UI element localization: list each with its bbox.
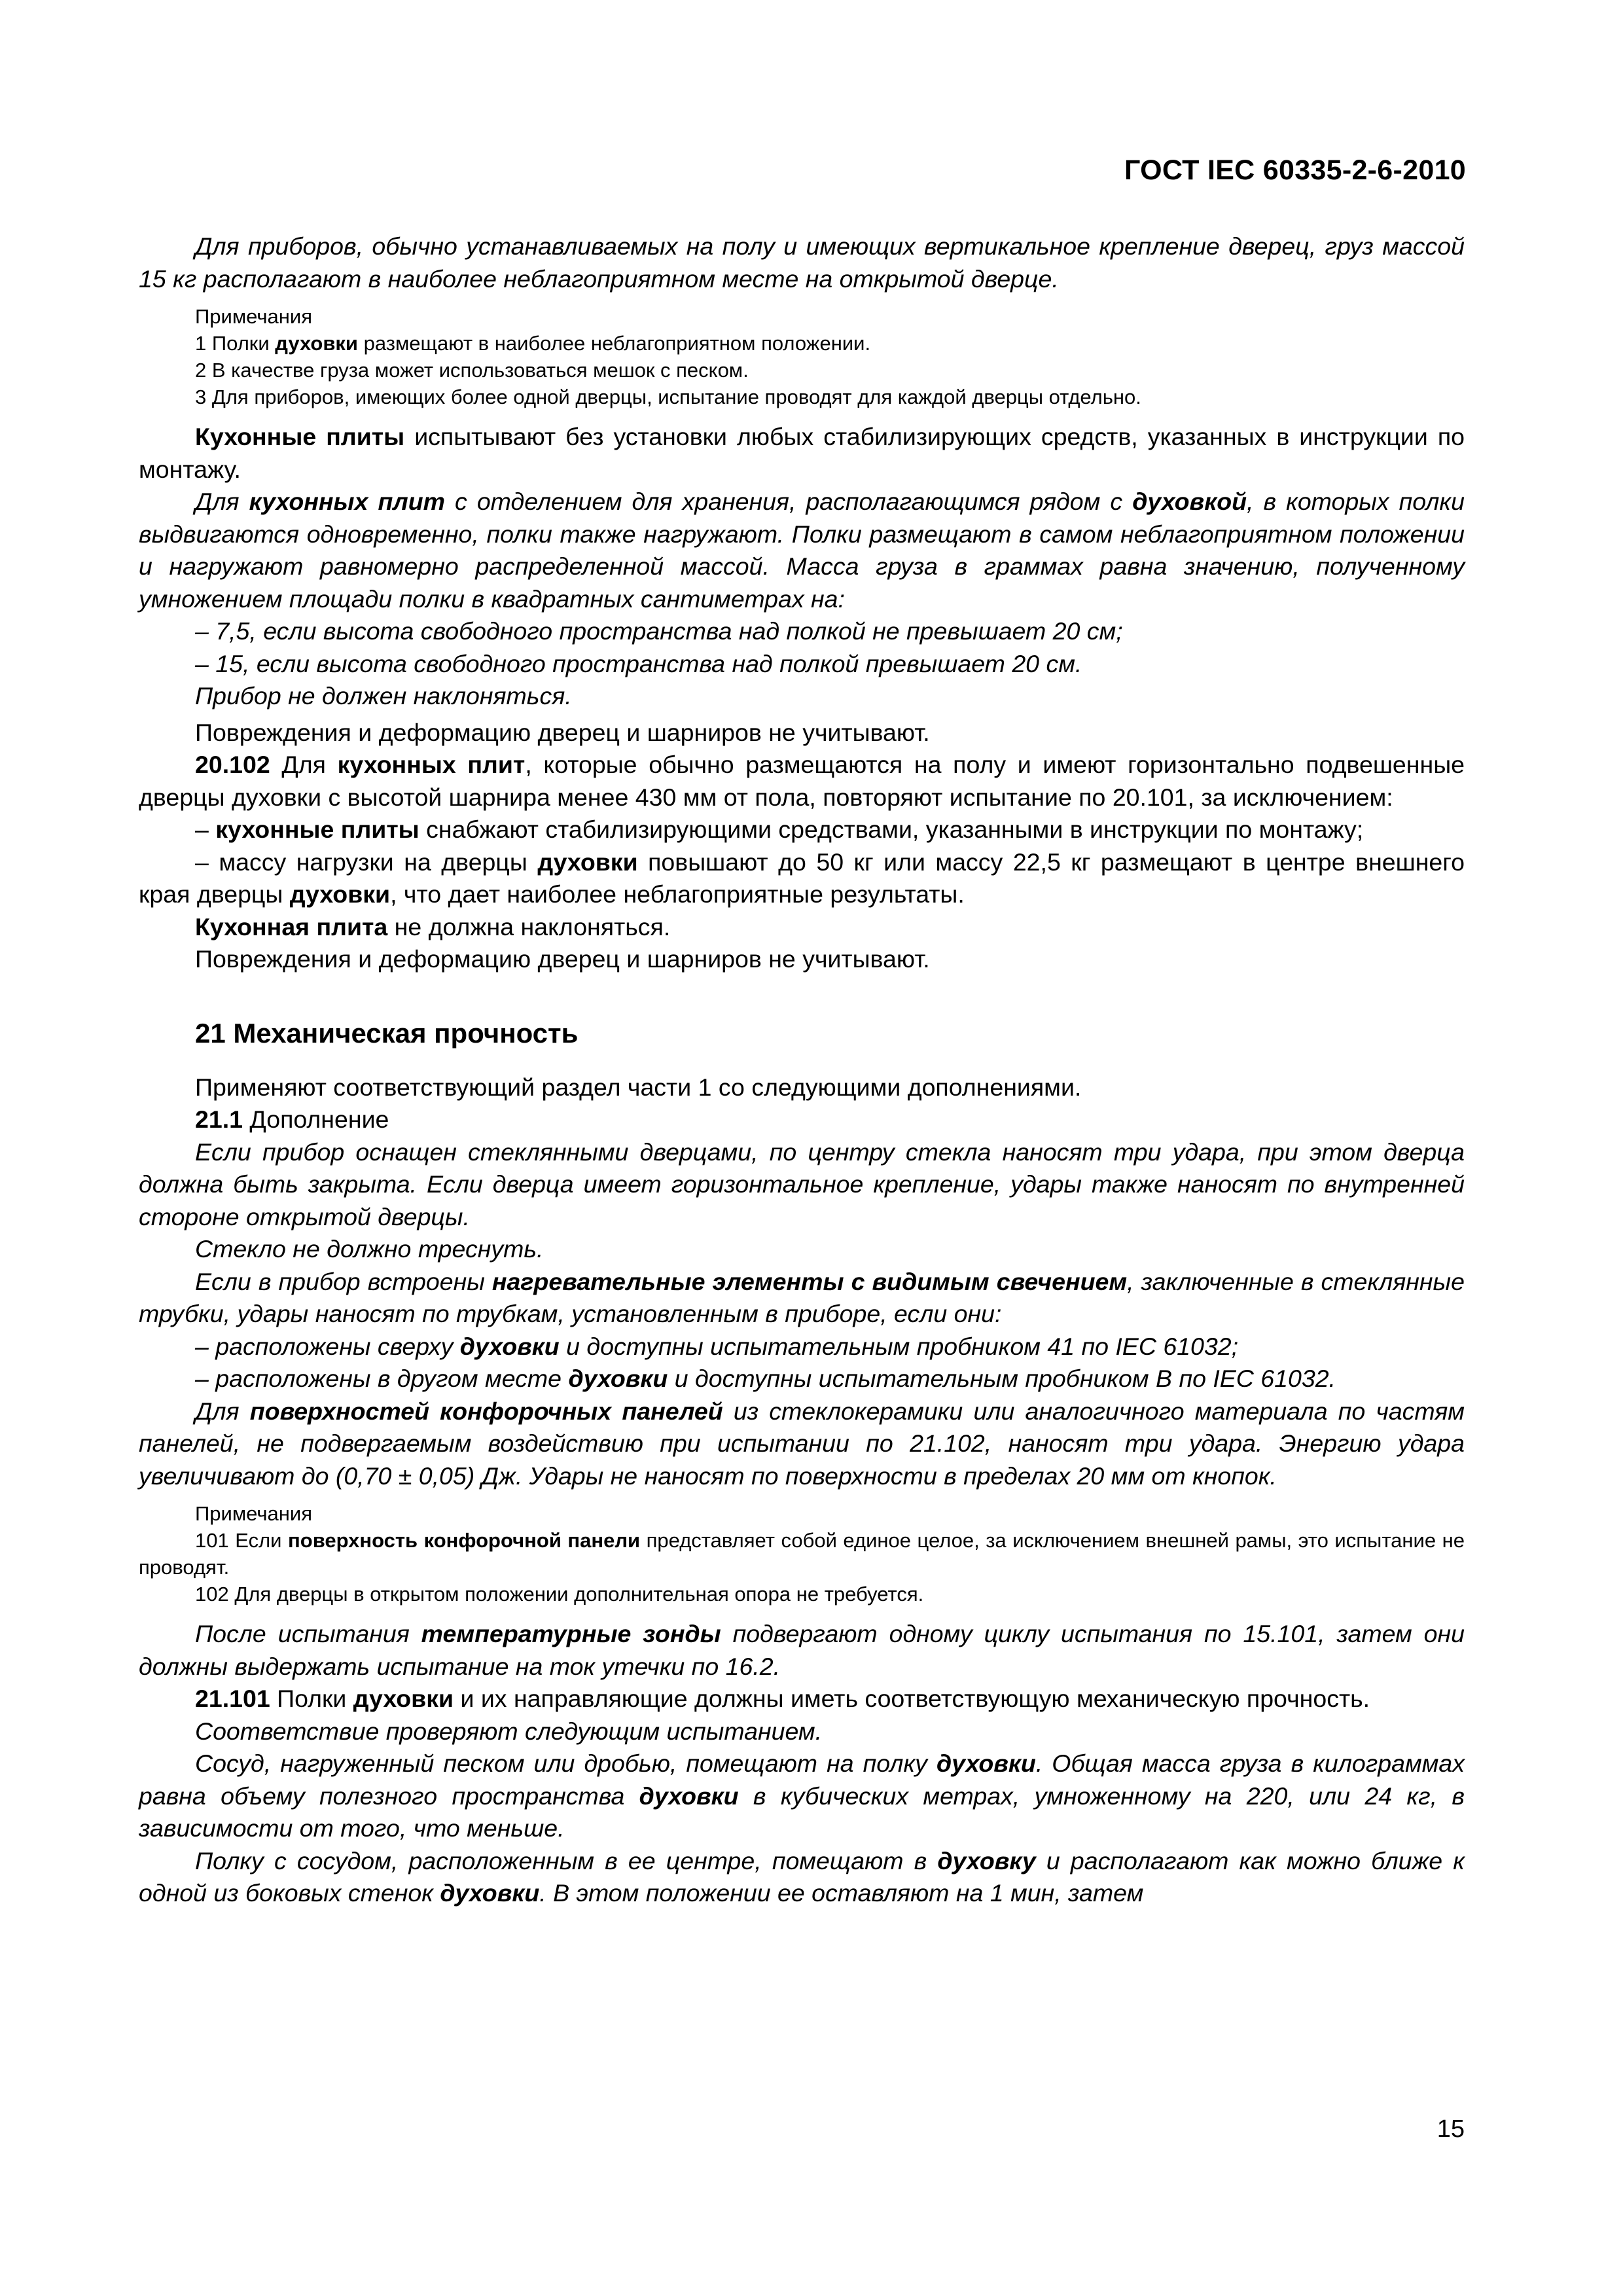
note-text: 1 Полки [195, 332, 276, 355]
clause-21-101 [139, 1683, 1465, 1715]
term-bold: поверхность конфорочной панели [288, 1529, 641, 1552]
paragraph: Для приборов, обычно устанавливаемых на полу и имеющих вертикальное крепление дверец, груз массой 15 кг располагают в наиболее неблагоприятном месте на открытой дверце. [139, 232, 1465, 293]
text: Если в прибор встроены [195, 1267, 492, 1295]
clause-number: 21.1 [195, 1105, 243, 1133]
text: Для [195, 1397, 250, 1425]
note-text: 101 Если [195, 1529, 289, 1552]
text: , заключенные в стеклянные трубки, удары наносят по трубкам, установленным в приборе, если они: [139, 1267, 1465, 1327]
clause-20-102 [139, 749, 1465, 814]
clause-21-1 [139, 1103, 1465, 1136]
text: Для [195, 488, 249, 515]
text: и располагают как можно ближе к одной из боковых стенок [139, 1846, 1465, 1907]
clause-number: 21.101 [195, 1685, 270, 1712]
note-item: 2 В качестве груза может использоваться мешок с песком. [195, 359, 749, 382]
text: в кубических метрах, умноженному на 220, или 24 кг, в зависимости от того, что меньше. [139, 1782, 1465, 1842]
list-item [139, 846, 1465, 911]
text: не должна наклоняться. [387, 912, 671, 941]
term-bold: духовки [459, 1332, 560, 1360]
term-bold: духовки [936, 1749, 1036, 1777]
text: подвергают одному циклу испытания по 15.101, затем они должны выдержать испытание на ток утечки по 16.2. [139, 1620, 1465, 1680]
paragraph: Применяют соответствующий раздел части 1 со следующими дополнениями. [195, 1073, 1082, 1101]
list-item: – 7,5, если высота свободного пространства над полкой не превышает 20 см; [195, 617, 1123, 645]
text: повышают до 50 кг или массу 22,5 кг размещают в центре внешнего края дверцы [139, 848, 1465, 908]
text: Полки [270, 1685, 353, 1712]
note-item [139, 1527, 1465, 1581]
paragraph [139, 486, 1465, 615]
text: Сосуд, нагруженный песком или дробью, помещают на полку [195, 1749, 936, 1777]
paragraph: Стекло не должно треснуть. [195, 1235, 544, 1263]
text: После испытания [195, 1620, 421, 1647]
term-bold: кухонные плиты [215, 816, 419, 843]
text: и их направляющие должны иметь соответствующую механическую прочность. [454, 1685, 1370, 1712]
text: снабжают стабилизирующими средствами, указанными в инструкции по монтажу; [419, 816, 1364, 843]
text: , что дает наиболее неблагоприятные результаты. [390, 880, 965, 908]
paragraph: Прибор не должен наклоняться. [195, 682, 572, 709]
notes-title: Примечания [195, 1502, 312, 1525]
note-item [139, 330, 1465, 357]
list-item [139, 1363, 1465, 1395]
paragraph [139, 911, 1465, 944]
term-bold: духовку [937, 1846, 1036, 1874]
text: . В этом положении ее оставляют на 1 мин, затем [539, 1879, 1144, 1907]
text: – расположены сверху [195, 1332, 460, 1360]
term-bold: нагревательные элементы с видимым свечением [491, 1267, 1128, 1295]
paragraph [139, 1395, 1465, 1493]
notes-title: Примечания [195, 305, 312, 328]
term-bold: кухонных плит [249, 488, 445, 515]
notes-block [139, 303, 1465, 410]
paragraph [139, 1618, 1465, 1683]
text: Для [270, 751, 338, 778]
term-bold: духовки [275, 332, 358, 355]
clause-number: 20.102 [195, 751, 270, 778]
paragraph: Повреждения и деформацию дверец и шарниров не учитывают. [195, 945, 930, 973]
page-number: 15 [1436, 2115, 1465, 2143]
term-bold: духовки [639, 1782, 739, 1810]
term-bold: духовки [289, 880, 391, 908]
term-bold: духовки [568, 1365, 668, 1392]
term-bold: духовки [537, 848, 638, 876]
note-item: 102 Для дверцы в открытом положении дополнительная опора не требуется. [195, 1583, 924, 1605]
paragraph [139, 1845, 1465, 1910]
list-item [139, 1331, 1465, 1363]
note-text: представляет собой единое целое, за исключением внешней рамы, это испытание не проводят. [139, 1529, 1465, 1579]
text: , которые обычно размещаются на полу и имеют горизонтально подвешенные дверцы духовки с высотой шарнира менее 430 мм от пола, повторяют испытание по 20.101, за исключением: [139, 751, 1465, 811]
paragraph [139, 421, 1465, 486]
document-header: ГОСТ IEC 60335-2-6-2010 [1124, 154, 1466, 186]
text: с отделением для хранения, располагающимся рядом с [444, 488, 1133, 515]
list-item [139, 814, 1465, 846]
term-bold: температурные зонды [421, 1620, 721, 1647]
note-item: 3 Для приборов, имеющих более одной дверцы, испытание проводят для каждой дверцы отдельно. [195, 386, 1141, 408]
text: Полку с сосудом, расположенным в ее центре, помещают в [195, 1846, 938, 1874]
text: и доступны испытательным пробником 41 по IEC 61032; [559, 1332, 1239, 1360]
text: и доступны испытательным пробником В по IEC 61032. [668, 1365, 1336, 1392]
term-bold: Кухонная плита [195, 912, 388, 941]
term-bold: духовки [353, 1685, 454, 1712]
paragraph: Если прибор оснащен стеклянными дверцами, по центру стекла наносят три удара, при этом дверца должна быть закрыта. Если дверца имеет горизонтальное крепление, удары также наносят по внутренней стороне открытой дверцы. [139, 1138, 1465, 1230]
list-item: – 15, если высота свободного пространства над полкой превышает 20 см. [195, 649, 1082, 677]
section-title: 21 Механическая прочность [195, 1017, 579, 1049]
term-bold: поверхностей конфорочных панелей [249, 1397, 723, 1425]
text: испытывают без установки любых стабилизирующих средств, указанных в инструкции по монтажу. [139, 423, 1465, 483]
term-bold: кухонных плит [337, 751, 526, 778]
text: Дополнение [243, 1105, 389, 1133]
text: , в которых полки выдвигаются одновременно, полки также нагружают. Полки размещают в самом неблагоприятном положении и нагружают равномерно распределенной массой. Масса груза в граммах равна значению, полученному умножением площади полки в квадратных сантиметрах на: [139, 488, 1465, 613]
term-bold: духовки [440, 1879, 540, 1907]
text: – [195, 816, 216, 843]
paragraph: Соответствие проверяют следующим испытанием. [195, 1717, 823, 1745]
text: из стеклокерамики или аналогичного материала по частям панелей, не подвергаемым воздействию при испытании по 21.102, наносят три удара. Энергию удара увеличивают до (0,70 ± 0,05) Дж. Удары не наносят по поверхности в пределах 20 мм от кнопок. [139, 1397, 1465, 1490]
text: – расположены в другом месте [195, 1365, 569, 1392]
paragraph [139, 1748, 1465, 1845]
term-bold: духовкой [1132, 488, 1247, 515]
term-bold: Кухонные плиты [195, 423, 405, 450]
notes-block [139, 1500, 1465, 1607]
text: . Общая масса груза в килограммах равна объему полезного пространства [139, 1749, 1465, 1810]
paragraph [139, 1266, 1465, 1331]
page-content [139, 230, 1465, 1910]
text: – массу нагрузки на дверцы [195, 848, 538, 876]
paragraph: Повреждения и деформацию дверец и шарниров не учитывают. [195, 718, 930, 746]
note-text: размещают в наиболее неблагоприятном положении. [358, 332, 871, 355]
